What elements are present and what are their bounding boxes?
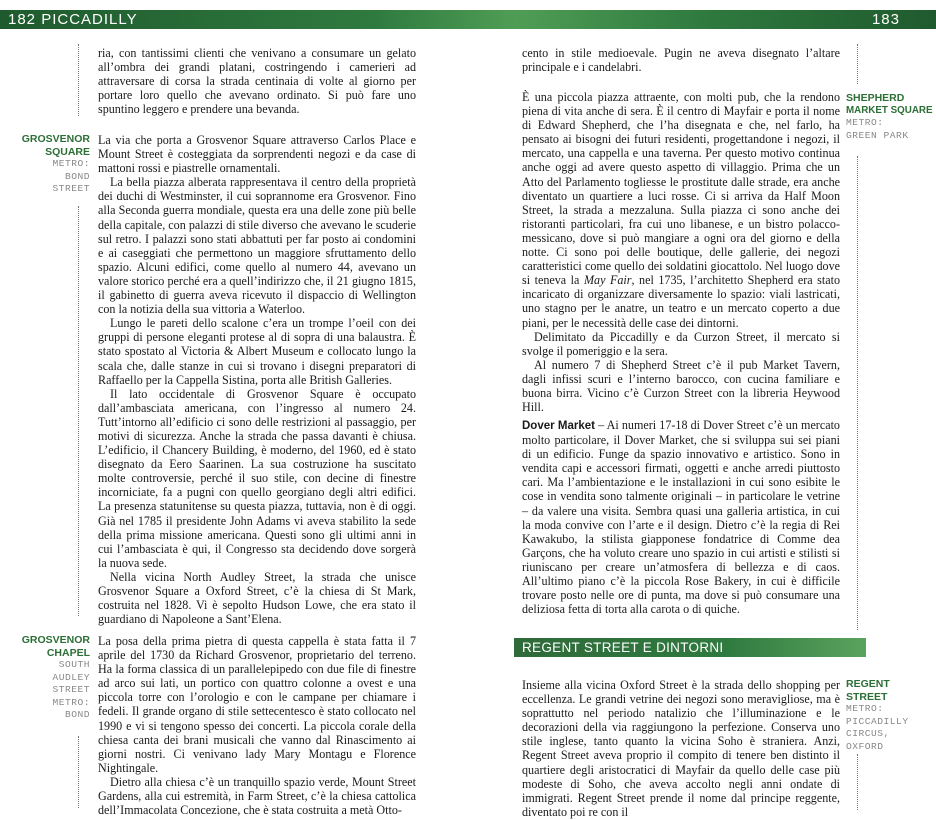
left-text-column-top bbox=[98, 46, 416, 116]
metro-info: BOND bbox=[64, 709, 90, 720]
metro-info: BOND bbox=[64, 170, 90, 182]
metro-info: METRO: bbox=[52, 696, 90, 708]
metro-info: STREET bbox=[52, 684, 90, 695]
paragraph: cento in stile medioevale. Pugin ne aveva disegnato l’altare principale e i candelabri. bbox=[522, 46, 840, 75]
right-text-column-top bbox=[522, 46, 840, 74]
metro-info: CIRCUS, bbox=[846, 728, 890, 739]
left-dotted-rule-top bbox=[78, 44, 79, 116]
right-text-column-regent bbox=[522, 678, 840, 819]
metro-info: AUDLEY bbox=[52, 671, 90, 683]
metro-info: METRO: bbox=[846, 117, 884, 128]
place-name: MARKET SQUARE bbox=[846, 104, 933, 116]
left-text-column-grosvenor-square bbox=[98, 133, 416, 626]
paragraph: Il lato occidentale di Grosvenor Square è occupato dall’ambasciata americana, con l’ingresso al numero 24. Tutt’intorno all’edificio ci sono delle restrizioni al passaggio, per motivi di sicurezza. Anche la strada che passa davanti è chiusa. L’edificio, il Chancery Building, è moderno, del 1960, ed è stato disegnato da Eero Saarinen. La sua costruzione ha suscitato molte controversie, perché il suo stile, con decine di finestre incorniciate, fa a pugni con quello georgiano degli altri edifici. La presenza statunitense su questa piazza, tuttavia, non è di oggi. Già nel 1785 il presidente John Adams vi aveva stabilito la sede della prima missione americana. Questi sono gli ultimi anni in cui l’ambasciata è qui, il Congresso sta decidendo dove sorgerà la nuova sede. bbox=[98, 386, 416, 570]
metro-info: OXFORD bbox=[846, 740, 884, 752]
paragraph: Delimitato da Piccadilly e da Curzon Street, il mercato si svolge il pomeriggio e la sera. bbox=[522, 329, 840, 358]
left-text-column-grosvenor-chapel bbox=[98, 634, 416, 817]
sidebar-shepherd-market bbox=[846, 92, 934, 142]
paragraph bbox=[522, 90, 840, 330]
paragraph: ria, con tantissimi clienti che venivano a consumare un gelato all’ombra dei grandi platani, costringendo i camerieri ad attraversare di corsa la strada centinaia di volte al giorno per portare loro quello che avevano ordinato. Si può fare uno spuntino leggero e prendere una bevanda. bbox=[98, 46, 416, 117]
page-header-bar bbox=[0, 10, 936, 29]
italic-text: May Fair bbox=[583, 273, 632, 288]
right-dotted-rule-bottom bbox=[857, 754, 858, 810]
sidebar-regent-street bbox=[846, 678, 934, 753]
paragraph: La via che porta a Grosvenor Square attraverso Carlos Place e Mount Street è costeggiata da sorprendenti negozi e da case di mattoni rossi e piastrelle ornamentali. bbox=[98, 133, 416, 176]
sidebar-grosvenor-chapel bbox=[18, 634, 90, 722]
metro-info: GREEN PARK bbox=[846, 129, 909, 141]
right-text-column-dover bbox=[522, 418, 840, 616]
metro-info: STREET bbox=[52, 183, 90, 194]
paragraph: Dietro alla chiesa c’è un tranquillo spazio verde, Mount Street Gardens, alla cui estremità, in Farm Street, c’è la chiesa cattolica dell’Immacolata Concezione, che è stata costruita a metà Otto- bbox=[98, 774, 416, 818]
text-run: , nel 1735, l’architetto Shepherd era stato incaricato di organizzare diversamente lo spazio: viali lastricati, uno stagno per le anatre, un teatro e un mercato coperto a due piani, per le necessità delle case dei dintorni. bbox=[522, 273, 841, 330]
sidebar-grosvenor-square bbox=[18, 133, 90, 196]
place-name: GROSVENOR bbox=[21, 133, 90, 145]
paragraph: Nella vicina North Audley Street, la strada che unisce Grosvenor Square a Oxford Street, c’è la chiesa di St Mark, costruita nel 1828. Vi è sepolto Hudson Lowe, che era stato il guardiano di Napoleone a Sant’Elena. bbox=[98, 569, 416, 627]
text-run: È una piccola piazza attraente, con molti pub, che la rendono piena di vita anche di sera. È il centro di Mayfair e porta il nome di Edward Shepherd, che l’ha disegnata e che, nel farlo, ha pensato ai bisogni dei futuri residenti, progettandone i negozi, il mercato, una cappella e una taverna. Per questo motivo continua anche oggi ad avere questo aspetto di villaggio. Prima che un Atto del Parlamento togliesse le prostitute dalle strade, era anche diventato un quartiere a luci rosse. Ci si arriva da Half Moon Street, la strada a mezzaluna. Sulla piazza ci sono anche dei ristoranti particolari, fra cui uno libanese, e un bistro polacco-messicano, dove si può mangiare a ogni ora del giorno e della notte. Ci sono poi delle boutique, delle gallerie, dei negozi caratteristici come quello dei soldatini giocattolo. Nel luogo dove si teneva la bbox=[522, 90, 840, 288]
place-name: SHEPHERD bbox=[846, 92, 905, 104]
left-dotted-rule-bottom bbox=[78, 736, 79, 808]
text-run: – Ai numeri 17-18 di Dover Street c’è un mercato molto particolare, il Dover Market, che si sviluppa sui sei piani di un edificio. Funge da spazio innovativo e artistico. Sono in vendita capi e accessori firmati, oggetti e anche arredi piuttosto cari. Ma l’ambientazione e le installazioni in cui sono esibite le cose in vendita sono talmente originali – in particolare le vetrine – da valere una visita. Sembra quasi una galleria artistica, in cui la moda convive con l’arte e il design. Dietro c’è la regia di Rei Kawakubo, la stilista giapponese fondatrice di Comme dea Garçons, che ha voluto creare uno spazio in cui artisti e stilisti si riuniscano per creare un’atmosfera di bellezza e di caos. All’ultimo piano c’è la piccola Rose Bakery, in cui è difficile trovare posto nelle ore di punta, ma dove si può consumare una deliziosa fetta di torta alla carota o di quiche. bbox=[522, 418, 840, 617]
place-name: REGENT STREET bbox=[846, 678, 890, 703]
paragraph: La bella piazza alberata rappresentava il centro della proprietà dei duchi di Westminster, il cui soprannome era Grosvenor. Fino alla Seconda guerra mondiale, questa era una delle zone più belle della capitale, con palazzi di stile diverso che avevano le scuderie sul retro. I palazzi sono stati abbattuti per far posto ai condomini e ai caseggiati che permettono un maggiore sfruttamento dello spazio. Alcuni edifici, come quello al numero 44, avevano un valore storico perché era a quell’indirizzo che, il 21 giugno 1815, il gabinetto di guerra aveva ricevuto il dispaccio di Wellington con la notizia della sua vittoria a Waterloo. bbox=[98, 175, 416, 317]
paragraph: La posa della prima pietra di questa cappella è stata fatta il 7 aprile del 1730 da Richard Grosvenor, proprietario del terreno. Ha la forma classica di un parallelepipedo con due file di finestre ad arco sui lati, un portico con quattro colonne a ovest e una piccola torre con l’orologio e con le campane per chiamare i fedeli. Il grande organo di stile settecentesco è stato collocato nel 1990 e vi si tengono spesso dei concerti. La piccola corale della chiesa canta dei brani musicali che vanno dal Rinascimento ai giorni nostri. Ci venivano lady Mary Montagu e Florence Nightingale. bbox=[98, 634, 416, 775]
section-title: REGENT STREET E DINTORNI bbox=[522, 640, 724, 655]
bold-heading: Dover Market bbox=[522, 420, 595, 432]
place-name: CHAPEL bbox=[46, 646, 90, 659]
left-dotted-rule-mid bbox=[78, 206, 79, 616]
right-dotted-rule-mid bbox=[857, 156, 858, 630]
metro-info: METRO: bbox=[52, 158, 90, 169]
paragraph: Al numero 7 di Shepherd Street c’è il pub Market Tavern, dagli infissi scuri e l’interno barocco, con cucina familiare e buona birra. Vicino c’è Curzon Street con la libreria Heywood Hill. bbox=[522, 357, 840, 415]
section-heading-bar bbox=[514, 638, 866, 657]
right-dotted-rule-top bbox=[857, 44, 858, 84]
metro-info: SOUTH bbox=[58, 659, 90, 670]
paragraph: Insieme alla vicina Oxford Street è la strada dello shopping per eccellenza. Le grandi vetrine dei negozi sono meravigliose, ma è soprattutto nel periodo natalizio che l’illuminazione e le decorazioni della via raggiungono la perfezione. Conserva uno stile inglese, tanto quanto la vicina Soho è straniera. Anzi, Regent Street aveva proprio il compito di tenere ben distinto il quartiere degli aristocratici di Mayfair da quello delle case più modeste di Soho, che aveva accolto negli anni ondate di immigrati. Regent Street prende il nome dal principe reggente, diventato poi re con il bbox=[522, 678, 840, 819]
place-name: SQUARE bbox=[45, 145, 90, 158]
paragraph: Lungo le pareti dello scalone c’era un trompe l’oeil con dei gruppi di persone eleganti protese al di sopra di una balaustra. È stato spostato al Victoria & Albert Museum e collocato lungo la scala che, dalle stanze in cui si trovano i disegni preparatori di Raffaello per la Cappella Sistina, porta alle British Galleries. bbox=[98, 316, 416, 387]
right-page-number: 183 bbox=[871, 11, 900, 28]
metro-info: METRO: bbox=[846, 703, 884, 714]
left-page-running-head: 182 PICCADILLY bbox=[8, 11, 138, 28]
metro-info: PICCADILLY bbox=[846, 715, 909, 727]
paragraph bbox=[522, 418, 840, 616]
place-name: GROSVENOR bbox=[21, 634, 90, 646]
right-text-column-shepherd bbox=[522, 90, 840, 414]
